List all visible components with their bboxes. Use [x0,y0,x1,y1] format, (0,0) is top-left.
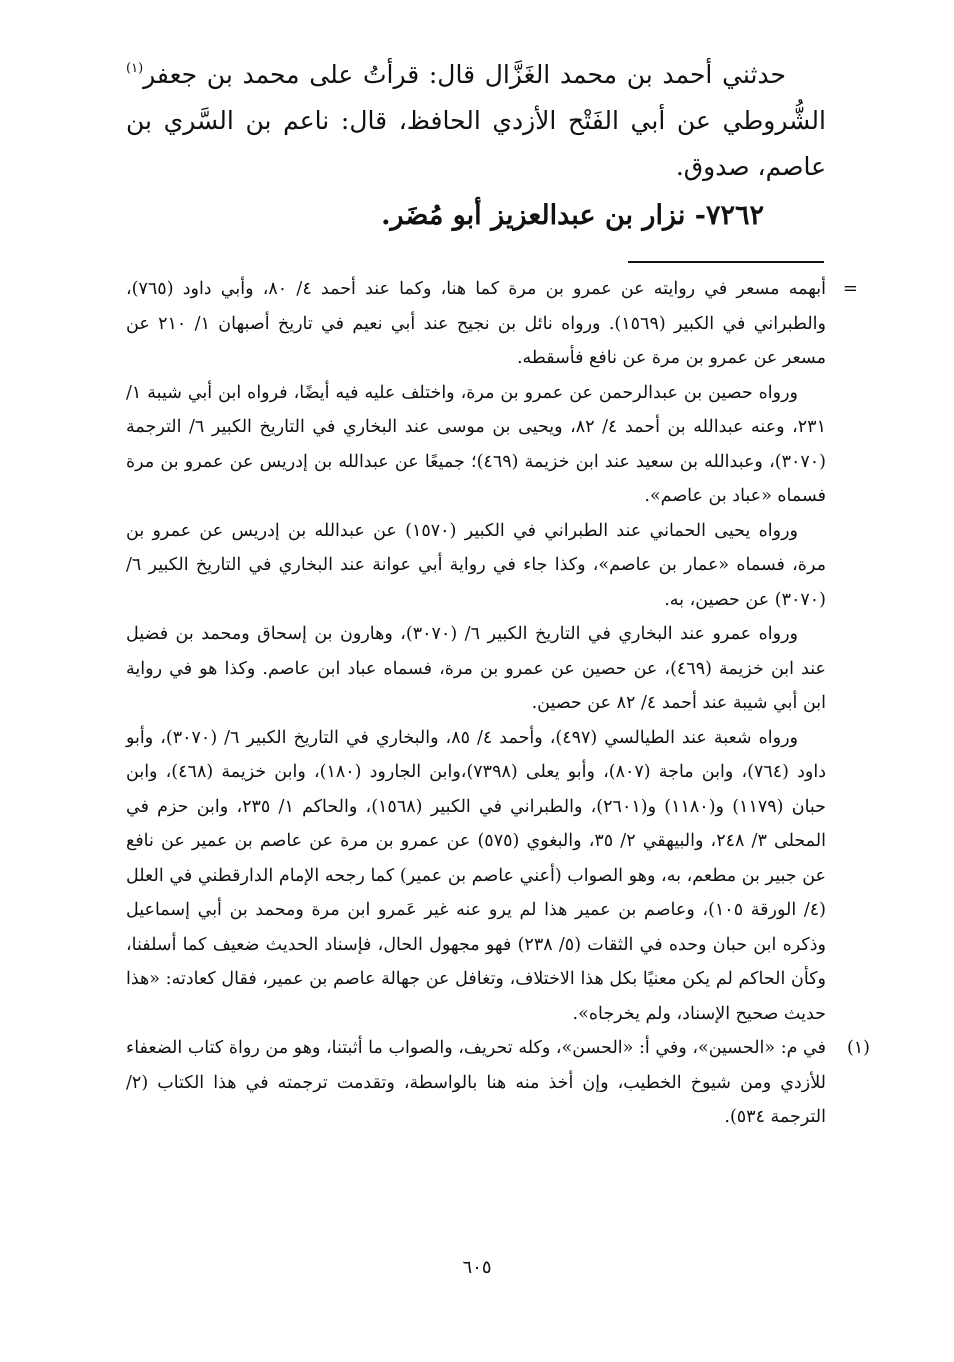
footnotes-section [126,272,870,1135]
footnote-text: في م: «الحسين»، وفي أ: «الحسن»، وكله تحريف، والصواب ما أثبتنا، وهو من رواة كتاب الضعفاء للأزدي ومن شيوخ الخطيب، وإن أخذ منه هنا بالواسطة، وتقدمت ترجمته في هذا الكتاب (٢/ الترجمة ٥٣٤). [126,1038,826,1127]
note-paragraph: ورواه عمرو عند البخاري في التاريخ الكبير ٦/ (٣٠٧٠)، وهارون بن إسحاق ومحمد بن فضيل عند ابن خزيمة (٤٦٩)، عن حصين عن عمرو بن مرة، فسماه عباد ابن عاصم. وكذا هو في رواية ابن أبي شيبة عند أحمد ٤/ ٨٢ عن حصين. [126,624,826,713]
main-paragraph-text: حدثني أحمد بن محمد الغَزَّال قال: قرأتُ على محمد بن جعفر [143,60,786,89]
footnote-number: (١) [846,1038,870,1058]
footnote-1 [126,1031,870,1135]
note-paragraph: ورواه يحيى الحماني عند الطبراني في الكبير (١٥٧٠) عن عبدالله بن إدريس عن عمرو بن مرة، فسماه «عمار بن عاصم»، وكذا جاء في رواية أبي عوانة عند البخاري في التاريخ الكبير ٦/ (٣٠٧٠) عن حصين، به. [126,520,826,610]
continued-note [126,272,858,376]
note-paragraph: ورواه حصين بن عبدالرحمن عن عمرو بن مرة، واختلف عليه فيه أيضًا، فرواه ابن أبي شيبة ١/ ٢٣١، وعنه عبدالله بن أحمد ٤/ ٨٢، ويحيى بن موسى عند البخاري في التاريخ الكبير ٦/ الترجمة (٣٠٧٠)، وعبدالله بن سعيد عند ابن خزيمة (٤٦٩)؛ جميعًا عن عبدالله بن إدريس عن عمرو بن مرة فسماه «عباد بن عاصم». [126,382,826,506]
footnote-reference[interactable]: (١) [126,60,144,76]
main-paragraph [126,52,826,190]
main-paragraph-continuation: الشُّروطي عن أبي الفَتْح الأزدي الحافظ، قال: ناعم بن السَّري بن عاصم، صدوق. [126,106,826,181]
note-paragraph: أبهمه مسعر في روايته عن عمرو بن مرة كما هنا، وكما عند أحمد ٤/ ٨٠، وأبي داود (٧٦٥)، والطبراني في الكبير (١٥٦٩). ورواه نائل بن نجيح عند أبي نعيم في تاريخ أصبهان ١/ ٢١٠ عن مسعر عن عمرو بن مرة عن نافع فأسقطه. [126,279,826,368]
page-number: ٦٠٥ [462,1257,492,1278]
entry-heading: ٧٢٦٢- نزار بن عبدالعزيز أبو مُضَر. [381,200,764,231]
main-text [126,52,826,190]
note-paragraph: ورواه شعبة عند الطيالسي (٤٩٧)، وأحمد ٤/ ٨٥، والبخاري في التاريخ الكبير ٦/ (٣٠٧٠)، وأبو داود (٧٦٤)، وابن ماجة (٨٠٧)، وأبو يعلى (٧٣٩٨)،وابن الجارود (١٨٠)، وابن خزيمة (٤٦٨)، وابن حبان (١١٧٩) و(١١٨٠) و(٢٦٠١)، والطبراني في الكبير (١٥٦٨)، والحاكم ١/ ٢٣٥، وابن حزم في المحلى ٣/ ٢٤٨، والبيهقي ٢/ ٣٥، والبغوي (٥٧٥) عن عمرو بن مرة عن عاصم بن عمير عن نافع عن جبير بن مطعم، به، وهو الصواب (أعني عاصم بن عمير) كما رجحه الإمام الدارقطني في العلل (٤/ الورقة ١٠٥)، وعاصم بن عمير هذا لم يرو عنه غير عَمرو ابن مرة ومحمد بن أبي إسماعيل وذكره ابن حبان وحده في الثقات (٥/ ٢٣٨) فهو مجهول الحال، فإسناد الحديث ضعيف كما أسلفنا، وكأن الحاكم لم يكن معنيًا بكل هذا الاختلاف، وتغافل عن جهالة عاصم بن عمير، فقال كعادته: «هذا حديث صحيح الإسناد، ولم يخرجاه». [126,727,827,1024]
continuation-mark: = [842,278,858,299]
footnote-separator [628,261,824,263]
